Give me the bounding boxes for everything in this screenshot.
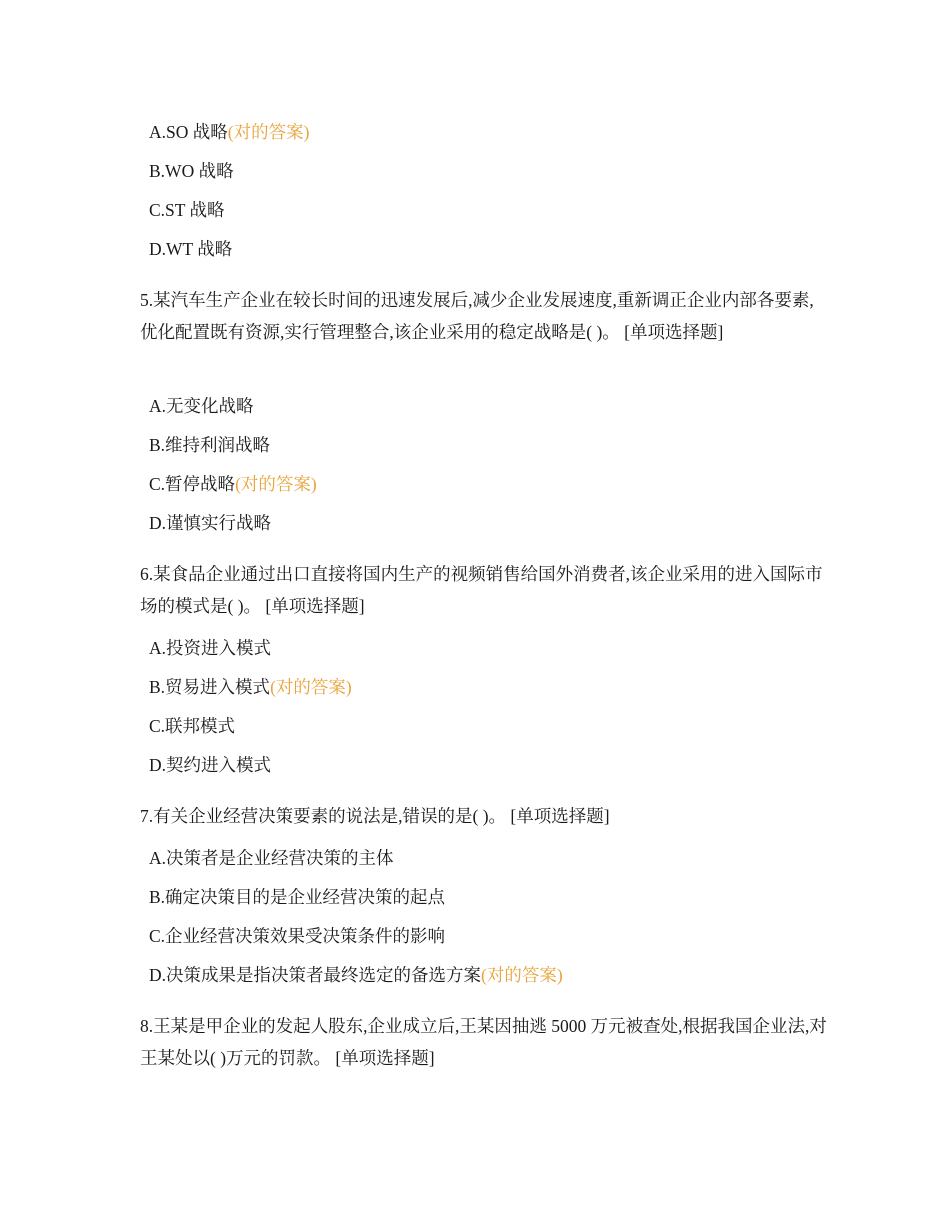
option-text: A.决策者是企业经营决策的主体: [149, 848, 394, 868]
correct-answer-mark: (对的答案): [481, 965, 563, 985]
option-text: A.无变化战略: [149, 396, 254, 416]
option-text: C.ST 战略: [149, 200, 225, 220]
option-q6-c: [149, 714, 235, 738]
option-q7-c: [149, 924, 445, 948]
option-q7-a: [149, 846, 394, 870]
correct-answer-mark: (对的答案): [270, 677, 352, 697]
correct-answer-mark: (对的答案): [235, 474, 317, 494]
option-q5-a: [149, 394, 254, 418]
option-q5-d: [149, 511, 271, 535]
option-q5-b: [149, 433, 270, 457]
option-text: B.确定决策目的是企业经营决策的起点: [149, 887, 446, 907]
option-text: B.维持利润战略: [149, 435, 271, 455]
option-text: C.暂停战略: [149, 474, 236, 494]
option-text: D.决策成果是指决策者最终选定的备选方案: [149, 965, 482, 985]
option-text: C.企业经营决策效果受决策条件的影响: [149, 926, 446, 946]
option-q6-b: [149, 675, 352, 699]
option-text: A.投资进入模式: [149, 638, 272, 658]
option-text: D.WT 战略: [149, 239, 233, 259]
option-text: A.SO 战略: [149, 122, 228, 142]
option-text: B.WO 战略: [149, 161, 234, 181]
question-8: 8.王某是甲企业的发起人股东,企业成立后,王某因抽逃 5000 万元被查处,根据我国企业法,对王某处以( )万元的罚款。 [单项选择题]: [140, 1016, 827, 1068]
option-q6-d: [149, 753, 271, 777]
option-q4-b: [149, 159, 234, 183]
option-text: B.贸易进入模式: [149, 677, 271, 697]
option-text: D.契约进入模式: [149, 755, 272, 775]
question-6: 6.某食品企业通过出口直接将国内生产的视频销售给国外消费者,该企业采用的进入国际市场的模式是( )。 [单项选择题]: [140, 564, 823, 616]
option-q5-c: [149, 472, 317, 496]
option-q4-c: [149, 198, 225, 222]
option-q4-d: [149, 237, 232, 261]
option-q7-d: [149, 963, 563, 987]
correct-answer-mark: (对的答案): [227, 122, 310, 142]
option-q6-a: [149, 636, 271, 660]
option-q4-a: [149, 120, 309, 144]
option-text: C.联邦模式: [149, 716, 236, 736]
option-text: D.谨慎实行战略: [149, 513, 272, 533]
option-q7-b: [149, 885, 445, 909]
question-7: 7.有关企业经营决策要素的说法是,错误的是( )。 [单项选择题]: [140, 806, 610, 826]
question-5: 5.某汽车生产企业在较长时间的迅速发展后,减少企业发展速度,重新调正企业内部各要素,优化配置既有资源,实行管理整合,该企业采用的稳定战略是( )。 [单项选择题]: [140, 290, 814, 342]
